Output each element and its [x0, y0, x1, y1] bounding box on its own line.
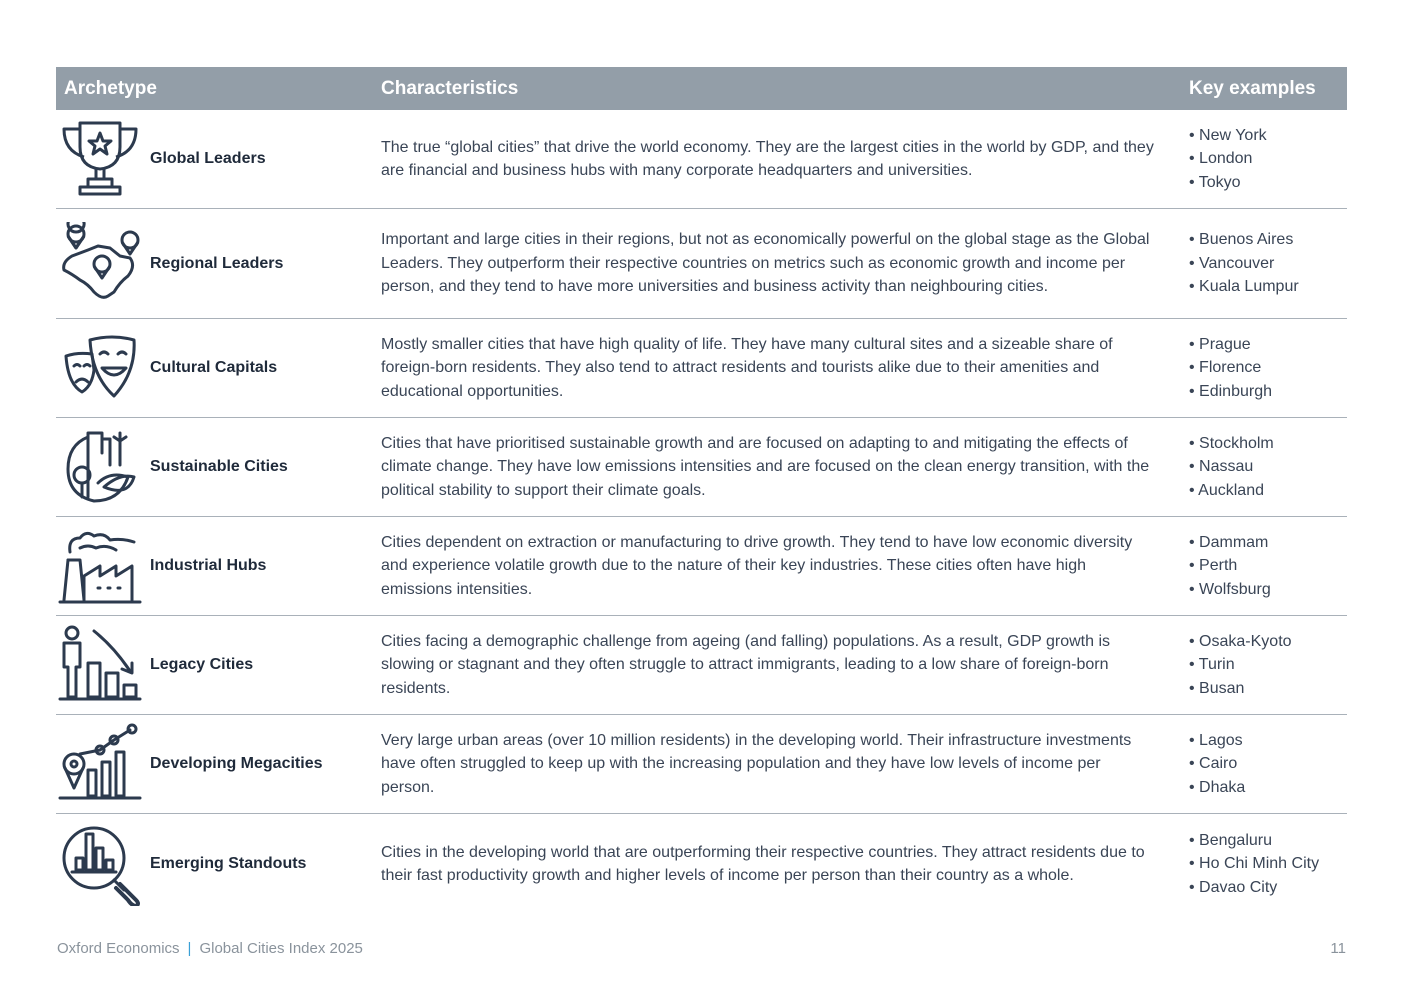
table-row	[56, 715, 1347, 814]
characteristics-text: Cities that have prioritised sustainable growth and are focused on adapting to and mitigating the effects of climate change. They have low emissions intensities and are focused on the clean energy transition, with the political stability to support their climate goals.	[381, 434, 1150, 499]
header-archetype: Archetype	[64, 77, 157, 99]
table-row	[56, 110, 1347, 209]
archetype-name: Sustainable Cities	[150, 458, 288, 475]
list-item: • Osaka-Kyoto	[1189, 630, 1347, 654]
archetype-name: Regional Leaders	[150, 254, 284, 272]
list-item: • New York	[1189, 124, 1347, 148]
header-characteristics: Characteristics	[381, 77, 519, 99]
table-row	[56, 616, 1347, 715]
list-item: • Bengaluru	[1189, 829, 1347, 853]
archetype-name: Cultural Capitals	[150, 359, 278, 376]
key-examples	[1181, 630, 1347, 701]
list-item: • Vancouver	[1189, 252, 1347, 276]
key-examples	[1181, 432, 1347, 503]
footer-publication: Global Cities Index 2025	[199, 940, 363, 957]
table-row	[56, 814, 1347, 914]
page-number: 11	[1330, 940, 1346, 957]
characteristics-text: Very large urban areas (over 10 million residents) in the developing world. Their infrastructure investments have often struggled to keep up with the increasing population and they have low levels of income per person.	[381, 731, 1132, 796]
key-examples	[1181, 228, 1347, 299]
table-row	[56, 418, 1347, 517]
theatre-masks-icon	[58, 326, 148, 410]
list-item: • Cairo	[1189, 752, 1347, 776]
list-item: • Buenos Aires	[1189, 228, 1347, 252]
map-pins-icon	[58, 222, 148, 306]
factory-icon	[58, 524, 148, 608]
list-item: • Turin	[1189, 653, 1347, 677]
footer	[57, 940, 363, 957]
list-item: • Florence	[1189, 356, 1347, 380]
archetype-name: Emerging Standouts	[150, 855, 307, 872]
archetype-name: Industrial Hubs	[150, 557, 267, 574]
list-item: • Dhaka	[1189, 776, 1347, 800]
green-city-icon	[58, 425, 148, 509]
archetype-cell	[56, 425, 373, 509]
list-item: • London	[1189, 147, 1347, 171]
key-examples	[1181, 124, 1347, 195]
list-item: • Davao City	[1189, 876, 1347, 900]
archetype-cell	[56, 623, 373, 707]
key-examples	[1181, 829, 1347, 900]
list-item: • Nassau	[1189, 455, 1347, 479]
archetype-cell	[56, 117, 373, 201]
archetypes-table	[56, 67, 1347, 914]
list-item: • Busan	[1189, 677, 1347, 701]
table-header	[56, 67, 1347, 110]
archetype-name: Developing Megacities	[150, 755, 323, 772]
list-item: • Perth	[1189, 554, 1347, 578]
declining-population-icon	[58, 623, 148, 707]
growth-chart-pin-icon	[58, 722, 148, 806]
footer-separator: |	[187, 940, 192, 957]
key-examples	[1181, 531, 1347, 602]
table-row	[56, 517, 1347, 616]
list-item: • Lagos	[1189, 729, 1347, 753]
list-item: • Auckland	[1189, 479, 1347, 503]
characteristics-text: Cities in the developing world that are outperforming their respective countries. They attract residents due to their fast productivity growth and higher levels of income per person than their country as a whole.	[381, 843, 1145, 884]
archetype-cell	[56, 222, 373, 306]
list-item: • Ho Chi Minh City	[1189, 852, 1347, 876]
archetype-cell	[56, 524, 373, 608]
characteristics-text: The true “global cities” that drive the world economy. They are the largest cities in the world by GDP, and they are financial and business hubs with many corporate headquarters and universities.	[381, 138, 1154, 179]
characteristics-text: Mostly smaller cities that have high quality of life. They have many cultural sites and a sizeable share of foreign-born residents. They also tend to attract residents and tourists alike due to their amenities and educational opportunities.	[381, 335, 1113, 400]
key-examples	[1181, 333, 1347, 404]
list-item: • Stockholm	[1189, 432, 1347, 456]
header-key-examples: Key examples	[1189, 77, 1316, 99]
list-item: • Dammam	[1189, 531, 1347, 555]
archetype-cell	[56, 326, 373, 410]
characteristics-text: Important and large cities in their regions, but not as economically powerful on the global stage as the Global Leaders. They outperform their respective countries on metrics such as economic growth and income per person, and they tend to have more universities and business activity than neighbouring cities.	[381, 231, 1150, 296]
trophy-icon	[58, 117, 148, 201]
list-item: • Tokyo	[1189, 171, 1347, 195]
archetype-name: Legacy Cities	[150, 656, 254, 673]
table-row	[56, 209, 1347, 319]
magnifier-chart-icon	[58, 822, 148, 906]
list-item: • Wolfsburg	[1189, 578, 1347, 602]
list-item: • Kuala Lumpur	[1189, 275, 1347, 299]
list-item: • Edinburgh	[1189, 380, 1347, 404]
archetype-name: Global Leaders	[150, 150, 266, 167]
characteristics-text: Cities dependent on extraction or manufacturing to drive growth. They tend to have low economic diversity and experience volatile growth due to the nature of their key industries. These cities often have high emissions intensities.	[381, 533, 1133, 598]
table-row	[56, 319, 1347, 418]
footer-publisher: Oxford Economics	[57, 940, 180, 957]
list-item: • Prague	[1189, 333, 1347, 357]
archetype-cell	[56, 822, 373, 906]
key-examples	[1181, 729, 1347, 800]
characteristics-text: Cities facing a demographic challenge from ageing (and falling) populations. As a result, GDP growth is slowing or stagnant and they often struggle to attract immigrants, leading to a low share of foreign-born residents.	[381, 632, 1110, 697]
archetype-cell	[56, 722, 373, 806]
